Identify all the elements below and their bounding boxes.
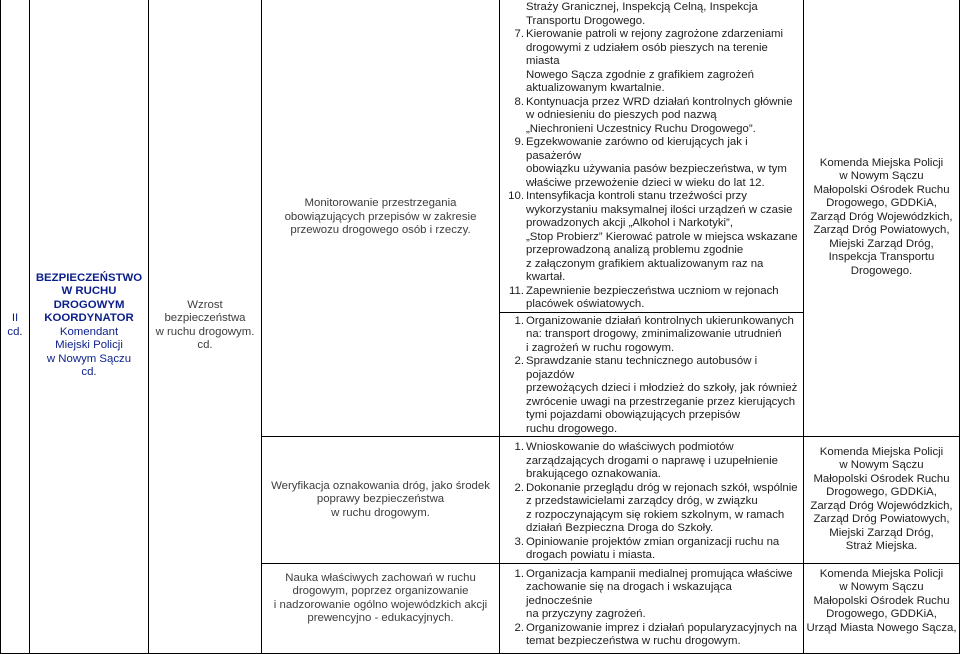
list-item-line: Organizacja kampanii medialnej promująca właściwe (526, 567, 793, 580)
list-item-number: 1. (514, 314, 524, 327)
list-item (500, 355, 803, 436)
list-item-line: na przyczyny zagrożeń. (526, 608, 646, 620)
list-item-line: Organizowanie imprez i działań popularyzacyjnych na (526, 621, 797, 634)
list-item-line: na: transport drogowy, zminimalizowanie utrudnień (526, 328, 782, 340)
goal-line-1: Wzrost (187, 298, 223, 311)
coordinator-cell (30, 0, 149, 653)
list-item-line: w odniesieniu do pieszych pod nazwą (526, 109, 717, 121)
list-item-line: placówek oświatowych. (526, 298, 645, 310)
list-item-line: „Niechronieni Uczestnicy Ruchu Drogowego”. (526, 122, 756, 135)
list-item-line: działań Bezpieczna Droga do Szkoły. (526, 522, 714, 534)
list-item-line: drogowymi z udziałem osób pieszych na terenie miasta (526, 41, 768, 67)
coordinator-line-3: w Nowym Sączu (46, 352, 132, 365)
list-item-line: Kierowanie patroli w rejony zagrożone zdarzeniami (526, 28, 784, 40)
list-item-line: zarządzających drogami o naprawę i uzupełnienie (526, 454, 779, 467)
list-item-number: 2. (514, 355, 524, 367)
participant-line: Drogowego, GDDKiA, (826, 608, 937, 620)
area-title-line-2: W RUCHU (61, 285, 117, 298)
list-item-line: z rozpoczynającym się rokiem szkolnym, w ramach (526, 508, 785, 521)
list-item (500, 482, 803, 536)
area-title-line-1: BEZPIECZEŃSTWO (35, 271, 143, 284)
list-item-line: Intensyfikacja kontroli stanu trzeźwości przy (526, 190, 747, 202)
participant-line: Straż Miejska. (845, 540, 918, 553)
list-item (500, 190, 803, 285)
task-3-line-4: prewencyjno - edukacyjnych. (307, 612, 454, 624)
continuation-line-2: Transportu Drogowego. (526, 14, 646, 27)
list-item-line: Nowego Sącza zgodnie z grafikiem zagrożeń (526, 68, 754, 81)
list-item-number: 11. (509, 284, 524, 297)
list-item-line: aktualizowanym kwartalnie. (526, 82, 665, 94)
section-number: II (11, 312, 19, 325)
participant-line: Małopolski Ośrodek Ruchu (813, 472, 950, 485)
participant-line: Zarząd Dróg Wojewódzkich, (810, 210, 953, 223)
task-1-line-3: przewozu drogowego osób i rzeczy. (290, 224, 471, 237)
participant-line: Urząd Miasta Nowego Sącza, (806, 621, 957, 634)
task-cell-1 (262, 0, 500, 437)
goal-cell (149, 0, 262, 653)
list-item (500, 622, 803, 649)
list-item-line: zwrócenie uwagi na przestrzeganie przez kierujących (526, 395, 796, 408)
list-item-number: 9. (514, 136, 524, 148)
coordinator-line-1: Komendant (59, 325, 119, 338)
task-2-line-2: poprawy bezpieczeństwa (316, 493, 445, 505)
participant-line: w Nowym Sączu (839, 170, 924, 183)
goal-line-2: bezpieczeństwa (164, 312, 246, 325)
task-cell-3 (262, 563, 500, 653)
list-item-line: obowiązku używania pasów bezpieczeństwa, w tym (526, 163, 787, 175)
list-item-number: 1. (514, 441, 524, 453)
participants-cell-2 (804, 437, 960, 564)
list-item-number: 10. (508, 190, 524, 202)
list-item (500, 536, 803, 563)
list-item-number: 3. (514, 535, 524, 548)
participant-line: w Nowym Sączu (839, 459, 924, 472)
action-list-2 (500, 315, 803, 437)
list-item-line: Dokonanie przeglądu dróg w rejonach szkół, wspólnie (526, 481, 798, 494)
participant-line: Drogowego, GDDKiA, (826, 486, 937, 499)
participant-line: Małopolski Ośrodek Ruchu (813, 183, 950, 196)
participant-line: Komenda Miejska Policji (819, 156, 944, 169)
list-item-line: drogach powiatu i miasta. (526, 549, 656, 561)
task-1-line-1: Monitorowanie przestrzegania (304, 197, 457, 210)
list-item-line: Sprawdzanie stanu technicznego autobusów i pojazdów (526, 355, 758, 381)
list-item-number: 8. (514, 95, 524, 108)
list-item-line: tymi pojazdami obowiązujących przepisów (526, 409, 740, 421)
list-item-line: z przedstawicielami zarządcy dróg, w związku (526, 495, 758, 507)
list-item-number: 2. (514, 481, 524, 494)
task-2-line-1: Weryfikacja oznakowania dróg, jako środek (271, 479, 490, 492)
participant-line: Miejski Zarząd Dróg, (829, 526, 934, 539)
list-item-number: 1. (514, 567, 524, 580)
list-item-number: 2. (514, 621, 524, 634)
list-item-line: temat bezpieczeństwa w ruchu drogowym. (526, 635, 741, 647)
list-item-line: ruchu drogowego. (526, 422, 618, 435)
list-item-line: Egzekwowanie zarówno od kierujących jak i pasażerów (526, 136, 748, 162)
goal-line-4: cd. (197, 339, 213, 352)
participant-line: Komenda Miejska Policji (819, 567, 944, 580)
list-item (500, 28, 803, 96)
participant-line: Zarząd Dróg Powiatowych, (813, 513, 950, 526)
list-item (500, 96, 803, 137)
action-list-4 (500, 568, 803, 649)
list-item-line: wykorzystaniu maksymalnej ilości urządzeń w czasie (526, 203, 793, 216)
list-item-line: brakującego oznakowania. (526, 468, 661, 480)
list-item-line: Kontynuacja przez WRD działań kontrolnych głównie (526, 95, 793, 108)
table-row (1, 0, 960, 312)
participant-line: w Nowym Sączu (839, 581, 924, 593)
actions-cell-1 (500, 0, 804, 312)
task-3-line-3: i nadzorowanie ogólno wojewódzkich akcji (273, 598, 488, 611)
action-list-1 (500, 28, 803, 312)
actions-cell-2 (500, 312, 804, 437)
participant-line: Komenda Miejska Policji (819, 445, 944, 458)
list-item-line: i zagrożeń w ruchu rogowym. (526, 341, 675, 354)
goal-line-3: w ruchu drogowym. (155, 325, 255, 338)
list-item-line: z załączonym grafikiem aktualizowanym raz na kwartał. (526, 257, 764, 283)
actions-cell-4 (500, 563, 804, 653)
list-item-line: Opiniowanie projektów zmian organizacji ruchu na (526, 535, 780, 548)
participant-line: Drogowego, GDDKiA, (826, 197, 937, 210)
actions-cell-3 (500, 437, 804, 564)
list-item (500, 285, 803, 312)
coordinator-line-4: cd. (81, 366, 97, 379)
section-number-cell (1, 0, 30, 653)
participant-line: Miejski Zarząd Dróg, (829, 237, 934, 250)
list-item-line: Organizowanie działań kontrolnych ukierunkowanych (526, 314, 794, 327)
list-item-line: zachowanie się na drogach i wskazująca jednocześnie (526, 581, 732, 607)
list-item (500, 568, 803, 622)
action-list-3 (500, 441, 803, 563)
task-3-line-1: Nauka właściwych zachowań w ruchu (285, 571, 476, 584)
list-item (500, 136, 803, 190)
list-item-line: właściwe przewożenie dzieci w wieku do lat 12. (526, 176, 765, 189)
participant-line: Zarząd Dróg Wojewódzkich, (810, 499, 953, 512)
task-cell-2 (262, 437, 500, 564)
participant-line: Małopolski Ośrodek Ruchu (813, 594, 950, 607)
task-1-line-2: obowiązujących przepisów w zakresie (284, 210, 477, 223)
list-item-line: Zapewnienie bezpieczeństwa uczniom w rejonach (526, 284, 779, 297)
list-item-line: przeprowadzoną analizą problemu zgodnie (526, 244, 744, 256)
list-item (500, 441, 803, 482)
participant-line: Drogowego. (850, 264, 913, 277)
list-item-line: przewożących dzieci i młodzież do szkoły, jak również (526, 382, 798, 394)
continuation-line-1: Straży Granicznej, Inspekcją Celną, Inspekcja (526, 1, 758, 13)
list-item-line: Wnioskowanie do właściwych podmiotów (526, 441, 734, 453)
list-item-line: prowadzonych akcji „Alkohol i Narkotyki”, (526, 217, 734, 229)
participant-line: Inspekcja Transportu (828, 251, 935, 264)
list-item-line: „Stop Probierz” Kierować patrole w miejsca wskazane (526, 230, 798, 243)
list-item-number: 7. (514, 28, 524, 40)
coordinator-line-2: Miejski Policji (55, 339, 123, 352)
participants-cell-3 (804, 563, 960, 653)
task-2-line-3: w ruchu drogowym. (331, 506, 430, 519)
participants-cell-1 (804, 0, 960, 437)
area-title-line-3: DROGOWYM (53, 298, 125, 311)
area-title-line-4: KOORDYNATOR (44, 312, 134, 325)
section-continued: cd. (7, 325, 23, 338)
task-3-line-2: drogowym, poprzez organizowanie (292, 585, 469, 597)
participant-line: Zarząd Dróg Powiatowych, (813, 224, 950, 237)
list-item (500, 315, 803, 356)
